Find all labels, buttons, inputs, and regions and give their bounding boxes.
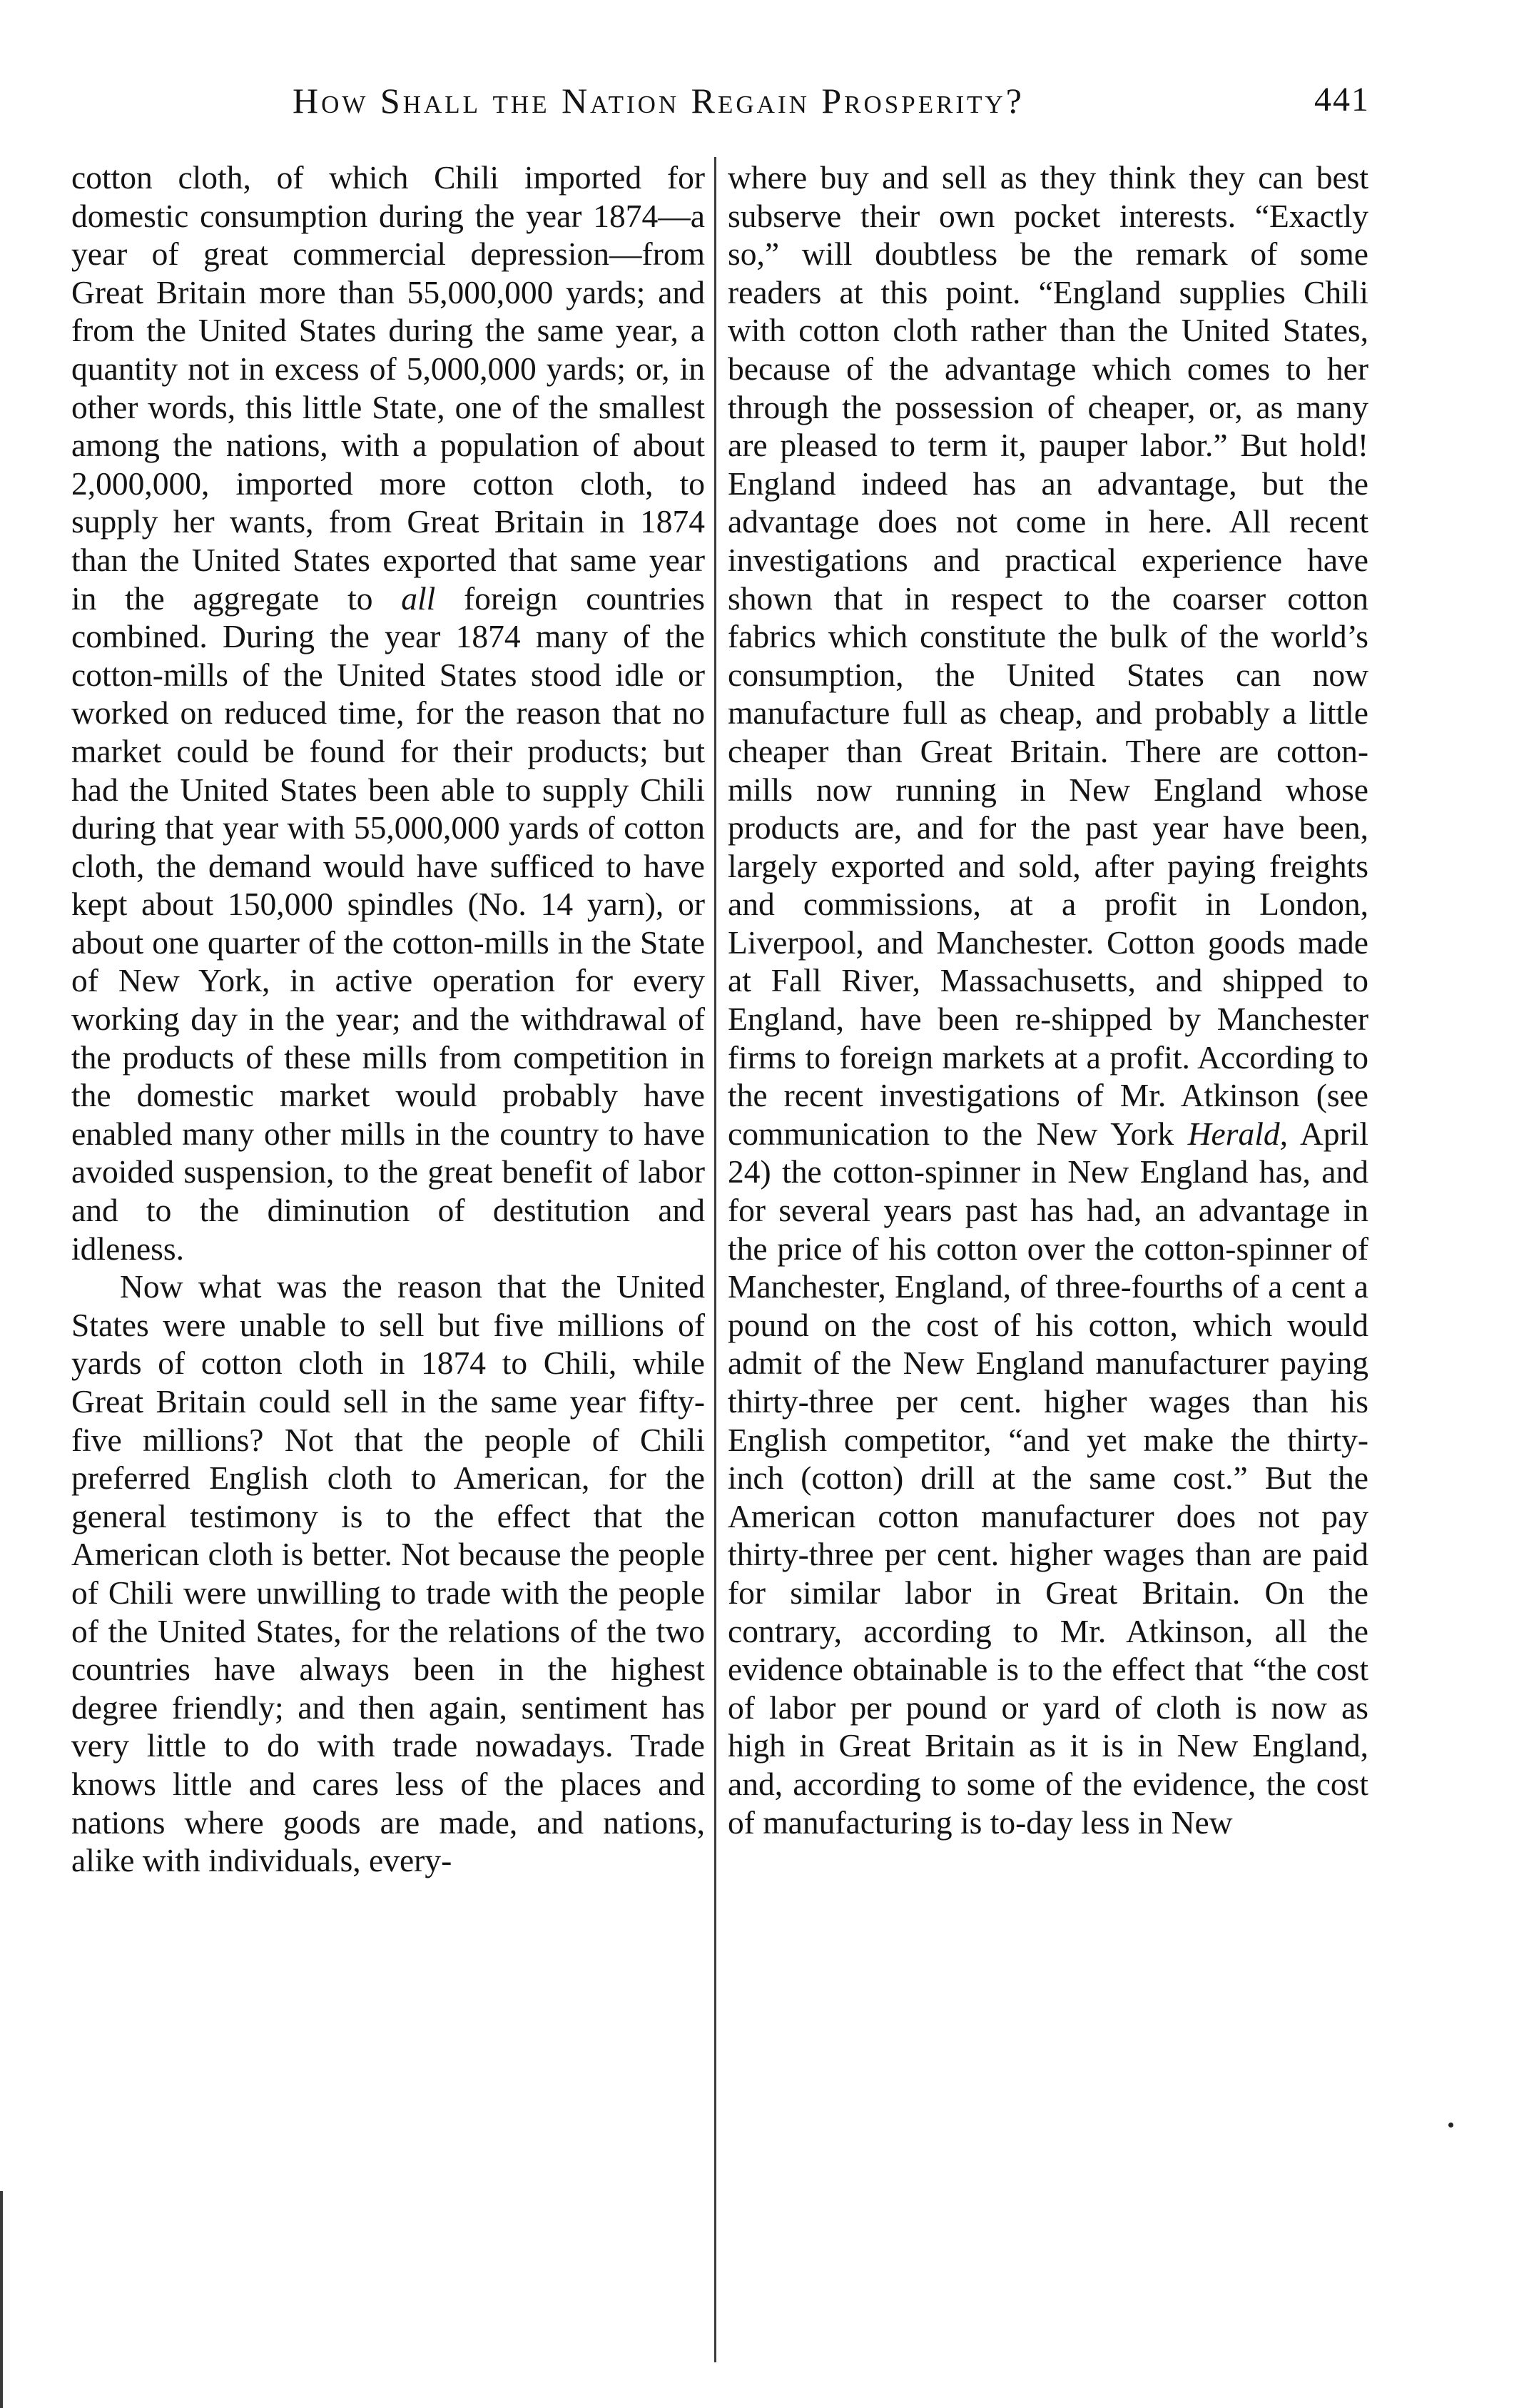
scan-edge-shadow: [0, 2191, 3, 2408]
running-title: How Shall the Nation Regain Prosperity?: [293, 81, 1025, 121]
right-paragraph-1-continuation: April 24) the cotton-spinner in New England has, and for several years past has had, an advantage in the price of his cotton over the cotton-spinner of Manchester, England, of three-fourths of a cent a pound on the cost of his cotton, which would admit of the New England manufacturer paying thirty-three per cent. higher wages than his English competitor, “and yet make the thirty-inch (cotton) drill at the same cost.” But the American cotton manufacturer does not pay thirty-three per cent. higher wages than are paid for similar labor in Great Britain. On the contrary, according to Mr. Atkinson, all the evidence obtainable is to the effect that “the cost of labor per pound or yard of cloth is now as high in Great Britain as it is in New England, and, according to some of the evidence, the cost of manufacturing is to-day less in New: [728, 1115, 1368, 1841]
right-paragraph-1: [728, 158, 1368, 1841]
page-number: 441: [1314, 81, 1370, 118]
left-column: [71, 158, 705, 1880]
running-head: [143, 80, 1370, 130]
right-paragraph-1-emphasis: Herald,: [1187, 1115, 1288, 1152]
right-paragraph-1-text: where buy and sell as they think they can best subserve their own pocket interests. “Exactly so,” will doubtless be the remark of some readers at this point. “England supplies Chili with cotton cloth rather than the United States, because of the advantage which comes to her through the possession of cheaper, or, as many are pleased to term it, pauper labor.” But hold! England indeed has an advantage, but the advantage does not come in here. All recent investigations and practical experience have shown that in respect to the coarser cotton fabrics which constitute the bulk of the world’s consumption, the United States can now manufacture full as cheap, and probably a little cheaper than Great Britain. There are cotton-mills now running in New England whose products are, and for the past year have been, largely exported and sold, after paying freights and commissions, at a profit in London, Liverpool, and Manchester. Cotton goods made at Fall River, Massachusetts, and shipped to England, have been re-shipped by Manchester firms to foreign markets at a profit. According to the recent investigations of Mr. Atkinson (see communication to the New York: [728, 159, 1368, 1152]
right-column: [728, 158, 1368, 1841]
column-rule: [714, 157, 716, 2362]
left-paragraph-1-text: cotton cloth, of which Chili imported for domestic consumption during the year 1874—a year of great commercial depression—from Great Britain more than 55,000,000 yards; and from the United States during the same year, a quantity not in excess of 5,000,000 yards; or, in other words, this little State, one of the smallest among the nations, with a population of about 2,000,000, imported more cotton cloth, to supply her wants, from Great Britain in 1874 than the United States exported that same year in the aggregate to: [71, 159, 705, 617]
left-paragraph-1-emphasis: all: [401, 580, 436, 617]
print-speck: [1448, 2123, 1453, 2128]
left-paragraph-2: Now what was the reason that the United States were unable to sell but five millions of yards of cotton cloth in 1874 to Chili, while Great Britain could sell in the same year fifty-five millions? Not that the people of Chili preferred English cloth to American, for the general testimony is to the effect that the American cloth is better. Not because the people of Chili were unwilling to trade with the people of the United States, for the relations of the two countries have always been in the highest degree friendly; and then again, sentiment has very little to do with trade nowadays. Trade knows little and cares less of the places and nations where goods are made, and nations, alike with individuals, every-: [71, 1268, 705, 1879]
left-paragraph-1-continuation: foreign countries combined. During the year 1874 many of the cotton-mills of the United States stood idle or worked on reduced time, for the reason that no market could be found for their products; but had the United States been able to supply Chili during that year with 55,000,000 yards of cotton cloth, the demand would have sufficed to have kept about 150,000 spindles (No. 14 yarn), or about one quarter of the cotton-mills in the State of New York, in active operation for every working day in the year; and the withdrawal of the products of these mills from competition in the domestic market would probably have enabled many other mills in the country to have avoided suspension, to the great benefit of labor and to the diminution of destitution and idleness.: [71, 580, 705, 1267]
left-paragraph-1: [71, 158, 705, 1268]
